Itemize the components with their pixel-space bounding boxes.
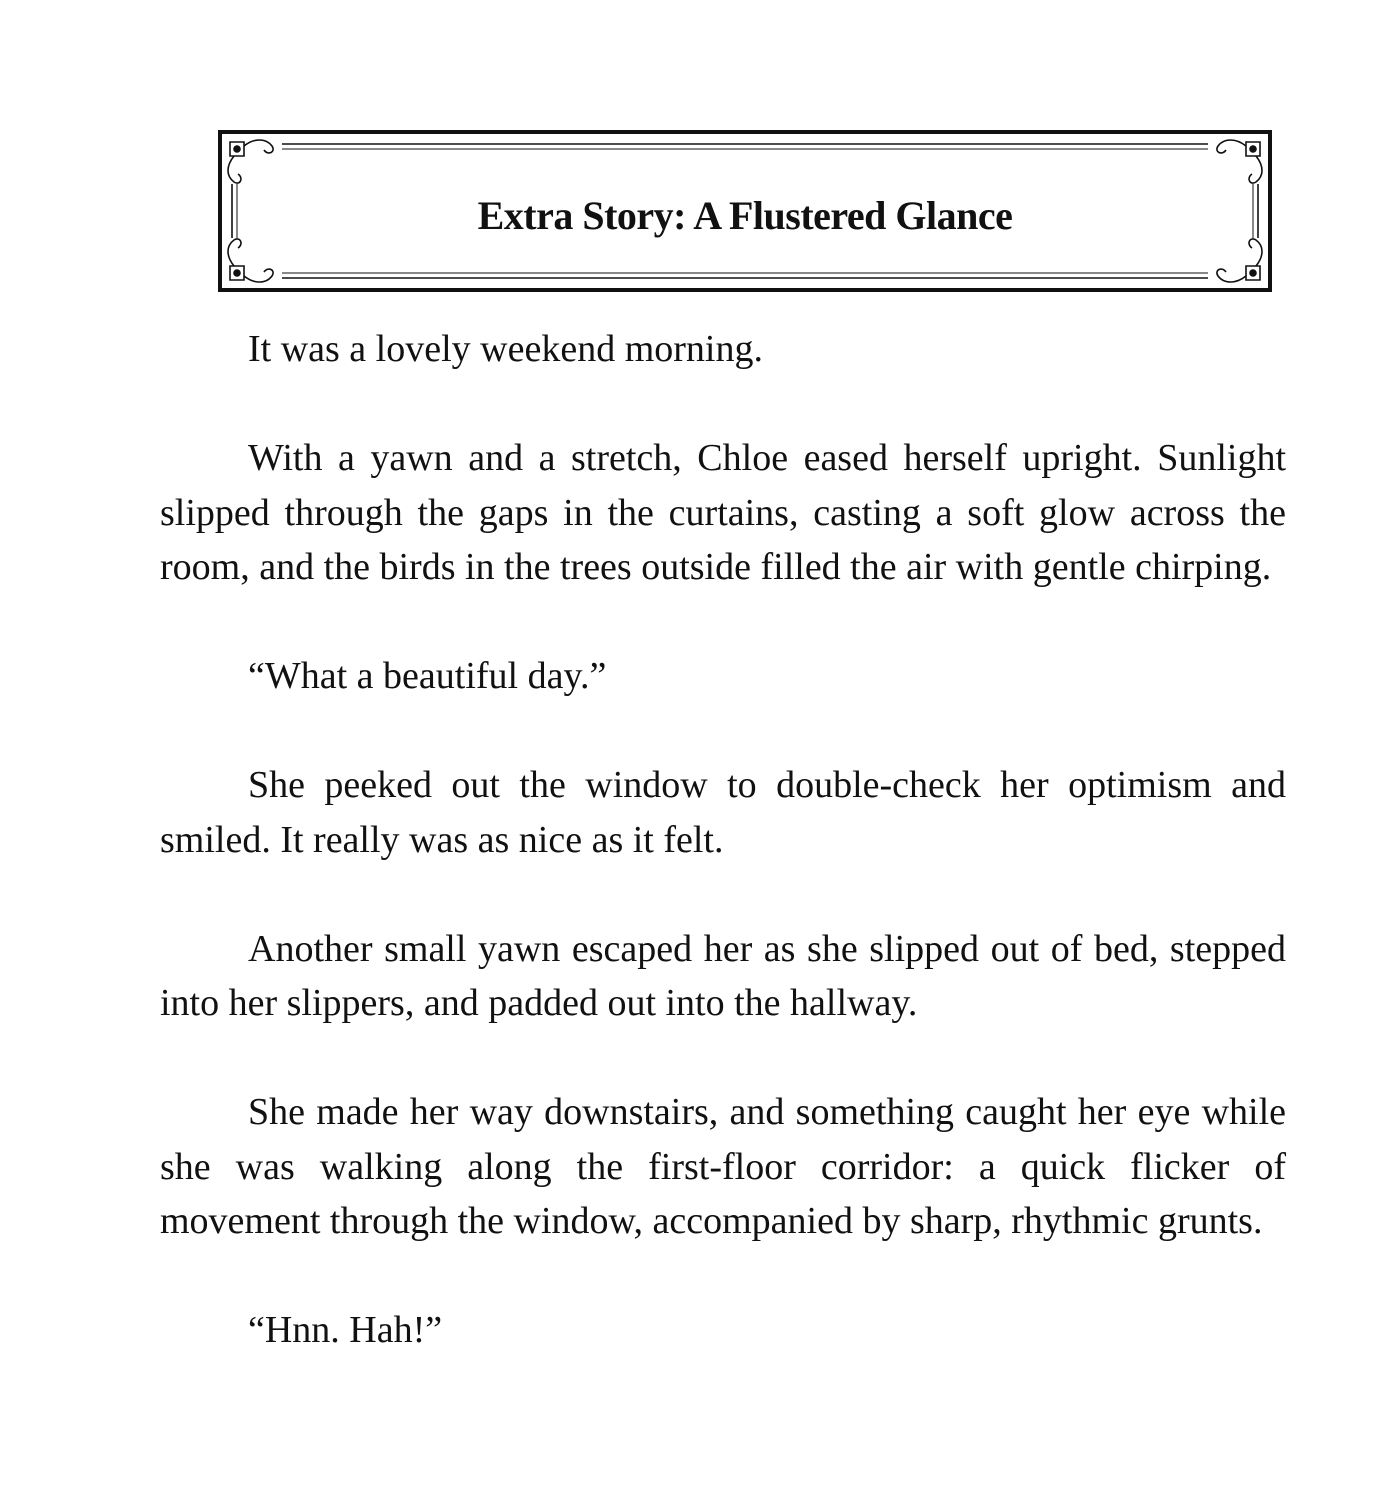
paragraph: She peeked out the window to double-check her optimism and smiled. It really was as nice as it felt. xyxy=(160,764,1286,861)
story-body xyxy=(160,322,1286,1412)
paragraph: It was a lovely weekend morning. xyxy=(248,328,763,370)
chapter-title: Extra Story: A Flustered Glance xyxy=(477,193,1013,238)
paragraph: With a yawn and a stretch, Chloe eased herself upright. Sunlight slipped through the gaps in the curtains, casting a soft glow across the room, and the birds in the trees outside filled the air with gentle chirping. xyxy=(160,437,1286,588)
chapter-title-frame xyxy=(218,130,1272,292)
dialogue-paragraph: “What a beautiful day.” xyxy=(248,655,607,697)
paragraph: She made her way downstairs, and something caught her eye while she was walking along the first-floor corridor: a quick flicker of movement through the window, accompanied by sharp, rhythmic grunts. xyxy=(160,1091,1286,1242)
paragraph: Another small yawn escaped her as she slipped out of bed, stepped into her slippers, and padded out into the hallway. xyxy=(160,927,1286,1024)
dialogue-paragraph: “Hnn. Hah!” xyxy=(248,1309,443,1351)
